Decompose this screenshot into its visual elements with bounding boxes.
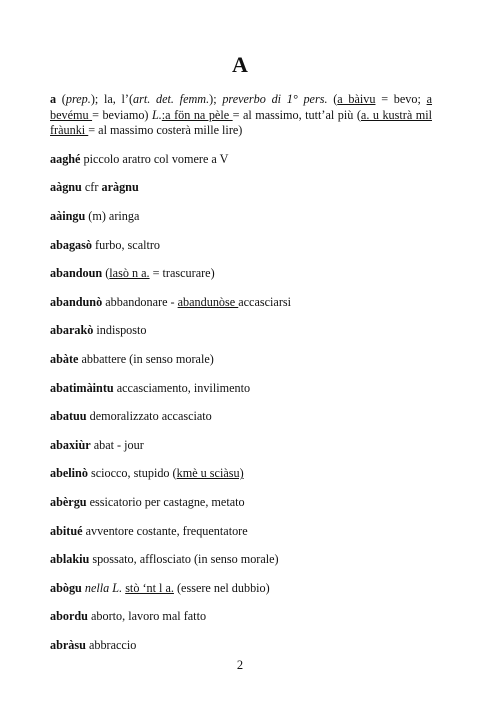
headword: abandunò xyxy=(50,294,103,309)
entry xyxy=(50,638,432,654)
headword: aàingu xyxy=(50,208,86,223)
entry xyxy=(50,495,432,511)
entry-a xyxy=(50,92,432,139)
definition: abbraccio xyxy=(85,637,137,652)
entry xyxy=(50,295,432,311)
definition: furbo, scaltro xyxy=(92,237,161,252)
entry xyxy=(50,152,432,168)
definition: (m) aringa xyxy=(85,208,140,223)
entry xyxy=(50,552,432,568)
entry xyxy=(50,524,432,540)
entry xyxy=(50,238,432,254)
headword: aàgnu xyxy=(50,180,82,195)
entry xyxy=(50,180,432,196)
definition: spossato, afflosciato (in senso morale) xyxy=(89,552,279,567)
entry xyxy=(50,323,432,339)
headword: abràsu xyxy=(50,637,86,652)
text: (essere nel dubbio) xyxy=(173,580,270,595)
headword: aaghé xyxy=(50,151,81,166)
text: accasciarsi xyxy=(238,294,292,309)
entry xyxy=(50,209,432,225)
headword: abatimàintu xyxy=(50,380,114,395)
headword: abàte xyxy=(50,351,79,366)
headword: abatuu xyxy=(50,409,87,424)
entry xyxy=(50,609,432,625)
grammar-note: preverbo di 1° pers. xyxy=(222,92,328,106)
text: = trascurare) xyxy=(149,266,215,281)
entry xyxy=(50,352,432,368)
text: = al massimo, tutt’al più ( xyxy=(232,107,361,122)
text: ( xyxy=(327,92,338,106)
headword: abògu xyxy=(50,580,82,595)
example: a bevému xyxy=(50,92,433,122)
definition: avventore costante, frequentatore xyxy=(82,523,248,538)
grammar-note: art. det. femm. xyxy=(133,92,210,106)
definition: accasciamento, invilimento xyxy=(113,380,251,395)
headword: abaxiùr xyxy=(50,437,91,452)
example: a bàivu xyxy=(337,92,376,106)
entry xyxy=(50,438,432,454)
entry xyxy=(50,409,432,425)
text: ); la, l’( xyxy=(90,92,134,106)
text: cfr xyxy=(81,180,102,195)
headword: abandoun xyxy=(50,266,103,281)
text: = beviamo) xyxy=(92,107,152,122)
grammar-note: nella L. xyxy=(81,580,123,595)
text: ( xyxy=(56,92,66,106)
example: stò ‘nt l a. xyxy=(125,580,174,595)
definition: abbattere (in senso morale) xyxy=(78,351,214,366)
example: abandunòse xyxy=(177,294,239,309)
example: a. u kustrà mil fràunki xyxy=(50,107,432,138)
headword: abagasò xyxy=(50,237,92,252)
entry xyxy=(50,381,432,397)
entry xyxy=(50,581,432,597)
headword: abèrgu xyxy=(50,494,87,509)
text: ); xyxy=(209,92,223,106)
grammar-note: prep. xyxy=(65,92,91,106)
headword: abitué xyxy=(50,523,83,538)
definition: abat - jour xyxy=(90,437,144,452)
dictionary-entries xyxy=(50,92,432,666)
text: ( xyxy=(102,266,110,281)
headword: ablakiu xyxy=(50,552,90,567)
example: :a fön na pèle xyxy=(161,107,233,122)
entry xyxy=(50,266,432,282)
definition: essicatorio per castagne, metato xyxy=(86,494,245,509)
headword: abordu xyxy=(50,609,88,624)
definition: piccolo aratro col vomere a V xyxy=(80,151,229,166)
text: sciocco, stupido ( xyxy=(87,466,177,481)
entry xyxy=(50,466,432,482)
text: = bevo; xyxy=(375,92,427,106)
definition: aborto, lavoro mal fatto xyxy=(87,609,207,624)
definition: indisposto xyxy=(93,323,147,338)
grammar-note: L. xyxy=(151,107,162,122)
text: = al massimo costerà mille lire) xyxy=(88,123,243,138)
page-number: 2 xyxy=(236,658,244,672)
example: kmè u sciàsu) xyxy=(176,466,244,481)
cross-reference: aràgnu xyxy=(101,180,139,195)
headword: a xyxy=(50,92,57,106)
headword: abelinò xyxy=(50,466,88,481)
page-title: A xyxy=(232,52,248,77)
headword: abarakò xyxy=(50,323,94,338)
example: lasò n a. xyxy=(109,266,150,281)
definition: demoralizzato accasciato xyxy=(86,409,212,424)
text: abbandonare - xyxy=(102,294,178,309)
